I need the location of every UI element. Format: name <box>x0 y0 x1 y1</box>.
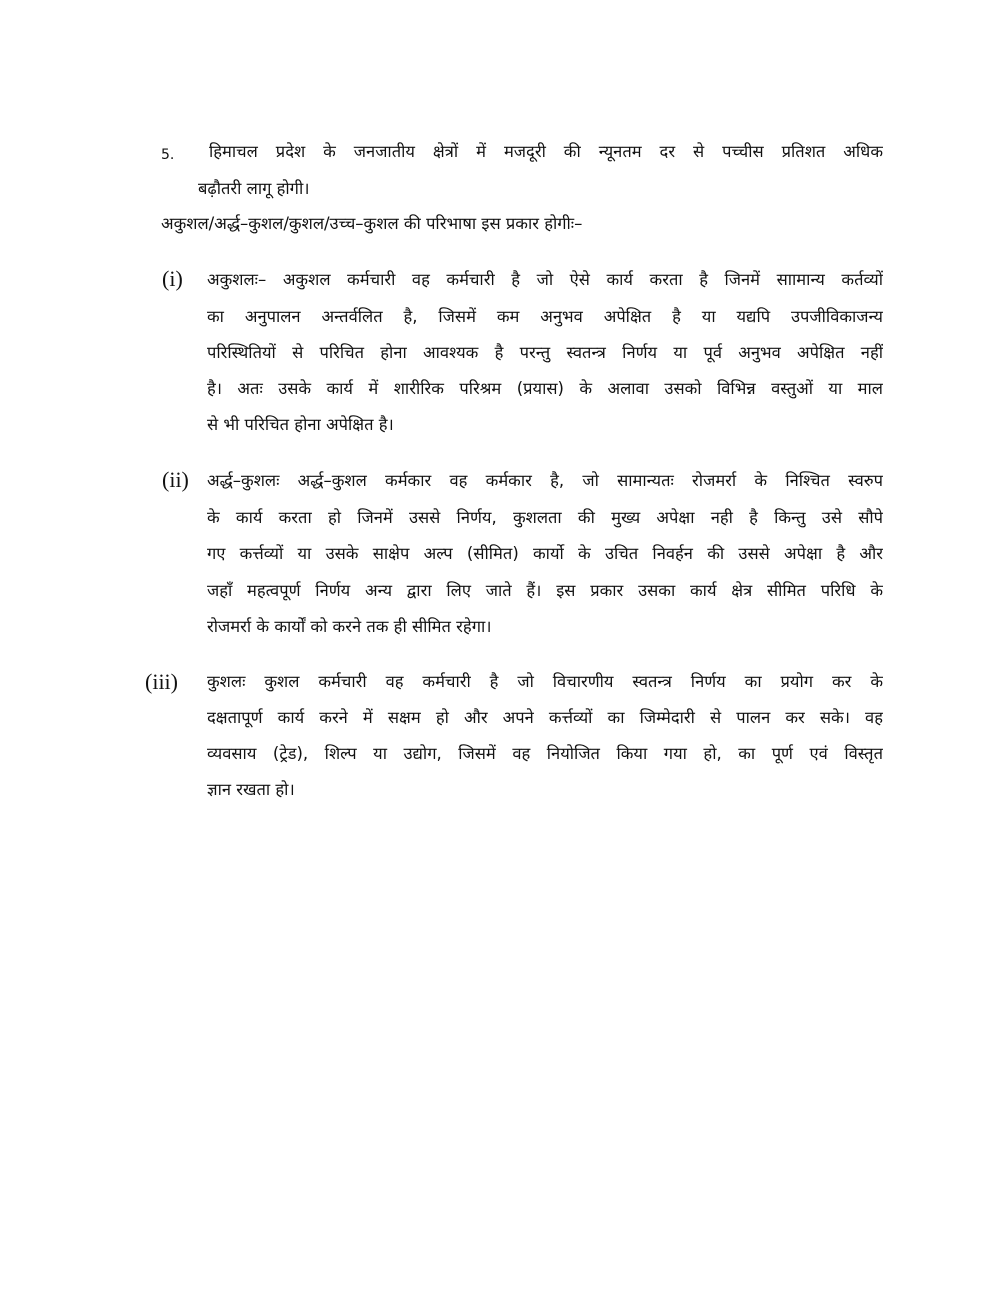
definition-line: के कार्य करता हो जिनमें उससे निर्णय, कुशलता की मुख्य अपेक्षा नही है किन्तु उसे सौपे <box>207 508 883 527</box>
item-5-line-1: हिमाचल प्रदेश के जनजातीय क्षेत्रों में मजदूरी की न्यूनतम दर से पच्चीस प्रतिशत अधिक <box>209 142 883 161</box>
definition-line: कुशलः कुशल कर्मचारी वह कर्मचारी है जो विचारणीय स्वतन्त्र निर्णय का प्रयोग कर के <box>207 672 883 691</box>
definition-line: गए कर्त्तव्यों या उसके साक्षेप अल्प (सीमित) कार्यो के उचित निवर्हन की उससे अपेक्षा है और <box>207 544 883 563</box>
definition-numeral: (ii) <box>162 467 189 492</box>
definition-heading: अकुशल/अर्द्ध–कुशल/कुशल/उच्च–कुशल की परिभाषा इस प्रकार होगीः– <box>161 214 583 233</box>
definition-line: अर्द्ध–कुशलः अर्द्ध–कुशल कर्मकार वह कर्मकार है, जो सामान्यतः रोजमर्रा के निश्चित स्वरुप <box>207 471 883 490</box>
definition-line: है। अतः उसके कार्य में शारीरिक परिश्रम (प्रयास) के अलावा उसको विभिन्न वस्तुओं या माल <box>207 379 883 398</box>
definition-line: ज्ञान रखता हो। <box>207 780 295 799</box>
definition-line: जहॉं महत्वपूर्ण निर्णय अन्य द्वारा लिए जाते हैं। इस प्रकार उसका कार्य क्षेत्र सीमित परिधि के <box>207 581 883 600</box>
definition-line: दक्षतापूर्ण कार्य करने में सक्षम हो और अपने कर्त्तव्यों का जिम्मेदारी से पालन कर सके। वह <box>207 708 883 727</box>
definition-numeral: (iii) <box>145 669 178 694</box>
item-5-line-2: बढ़ौतरी लागू होगी। <box>198 179 310 198</box>
definition-numeral: (i) <box>162 266 183 291</box>
definition-line: का अनुपालन अन्तर्वलित है, जिसमें कम अनुभव अपेक्षित है या यद्यपि उपजीविकाजन्य <box>207 307 883 326</box>
definition-line: परिस्थितियों से परिचित होना आवश्यक है परन्तु स्वतन्त्र निर्णय या पूर्व अनुभव अपेक्षित नहीं <box>207 343 883 362</box>
definition-line: अकुशलः– अकुशल कर्मचारी वह कर्मचारी है जो ऐसे कार्य करता है जिनमें साामान्य कर्तव्यों <box>207 270 883 289</box>
definition-line: से भी परिचित होना अपेक्षित है। <box>207 415 394 434</box>
item-number: 5. <box>161 147 175 163</box>
definition-line: व्यवसाय (ट्रेड), शिल्प या उद्योग, जिसमें वह नियोजित किया गया हो, का पूर्ण एवं विस्तृत <box>207 744 883 763</box>
definition-line: रोजमर्रा के कार्यों को करने तक ही सीमित रहेगा। <box>207 617 492 636</box>
